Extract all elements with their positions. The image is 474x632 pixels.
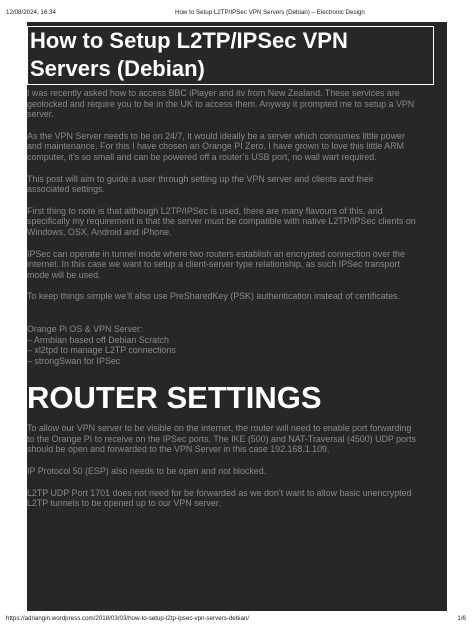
article-title-line-1: How to Setup L2TP/IPSec VPN (30, 28, 348, 53)
print-footer (6, 615, 466, 625)
text-line: geolocked and require you to be in the UK to access them. Anyway it prompted me to setup a VPN (27, 98, 415, 109)
intro-paragraph (27, 88, 447, 120)
text-line: and maintenance. For this I have chosen an Orange PI Zero. I have grown to love this little ARM (27, 141, 404, 152)
text-line: server. (27, 109, 54, 120)
text-line: should be open and forwarded to the VPN Server in this case 192.168.1.109. (27, 444, 330, 455)
port-forwarding-paragraph (27, 423, 447, 455)
l2tp-port-paragraph (27, 488, 447, 509)
software-stack-list (27, 324, 447, 366)
text-line: to the Orange PI to receive on the IPSec ports. The IKE (500) and NAT-Traversal (4500) UDP ports (27, 433, 416, 444)
esp-paragraph (27, 466, 447, 477)
text-line: To allow our VPN server to be visible on the internet, the router will need to enable port forwarding (27, 423, 412, 434)
psk-paragraph (27, 291, 447, 302)
text-line: Windows, OSX, Android and iPhone. (27, 226, 172, 237)
list-item: – Armbian based off Debian Scratch (27, 334, 169, 345)
router-settings-heading: ROUTER SETTINGS (27, 380, 322, 416)
print-page-title: How to Setup L2TP/IPSec VPN Servers (Debian) – Electronic Design (175, 9, 365, 16)
purpose-paragraph (27, 174, 447, 195)
text-line: This post will aim to guide a user through setting up the VPN server and clients and their (27, 173, 374, 184)
print-header (6, 9, 466, 21)
compatibility-paragraph (27, 206, 447, 238)
text-line: internet. In this case we want to setup a client-server type relationship, as such IPSec transport (27, 259, 400, 270)
router-settings-body (27, 423, 447, 509)
text-line: IP Protocol 50 (ESP) also needs to be open and not blocked. (27, 466, 267, 477)
text-line: L2TP UDP Port 1701 does not need for be forwarded as we don’t want to allow basic unencrypted (27, 487, 412, 498)
hardware-paragraph (27, 131, 447, 163)
text-line: specifically my requirement is that the server must be compatible with native L2TP/IPSec clients on (27, 216, 416, 227)
text-line: associated settings. (27, 184, 105, 195)
print-date: 12/08/2024, 16:34 (6, 9, 56, 16)
text-line: First thing to note is that although L2TP/IPSec is used, there are many flavours of this, and (27, 205, 383, 216)
article-title-line-2: Servers (Debian) (30, 56, 205, 81)
text-line: IPSec can operate in tunnel mode where two routers establish an encrypted connection over the (27, 248, 405, 259)
text-line: computer, it’s so small and can be powered off a router’s USB port, no wall wart required. (27, 151, 377, 162)
article-title-box (27, 26, 434, 85)
article-body (27, 88, 447, 366)
list-item: – xl2tpd to manage L2TP connections (27, 345, 176, 356)
text-line: mode will be used. (27, 269, 101, 280)
article-content (27, 22, 447, 611)
text-line: To keep things simple we’ll also use PreSharedKey (PSK) authentication instead of certificates. (27, 291, 400, 302)
text-line: As the VPN Server needs to be on 24/7, it would ideally be a server which consumes little power (27, 130, 405, 141)
page-number: 1/6 (457, 615, 466, 622)
text-line: I was recently asked how to access BBC iPlayer and itv from New Zealand. These services are (27, 88, 400, 98)
print-url: https://adriangin.wordpress.com/2018/03/03/how-to-setup-l2tp-ipsec-vpn-servers-debian/ (6, 615, 250, 622)
text-line: L2TP tunnels to be opened up to our VPN server. (27, 498, 221, 509)
list-item: – strongSwan for IPSec (27, 355, 121, 366)
stack-heading: Orange Pi OS & VPN Server: (27, 323, 143, 334)
article-title (30, 27, 433, 83)
ipsec-mode-paragraph (27, 249, 447, 281)
